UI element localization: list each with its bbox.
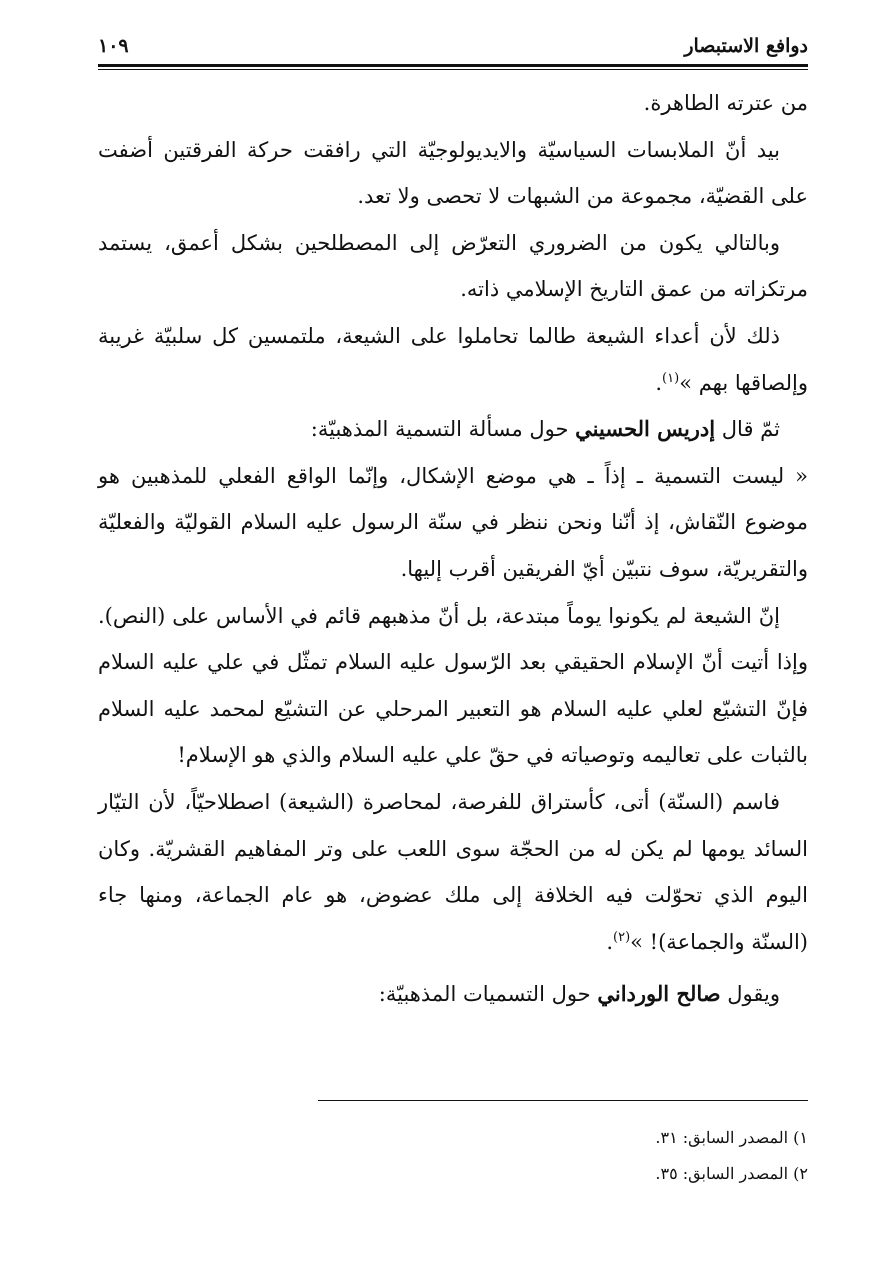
footnote-1: ١) المصدر السابق: ٣١. [655, 1128, 808, 1147]
footnote-ref-1: (١) [662, 370, 680, 386]
footnotes [98, 1120, 808, 1192]
footnote-2: ٢) المصدر السابق: ٣٥. [655, 1164, 808, 1183]
paragraph-5-lead: ثمّ قال [715, 417, 780, 442]
page-number: ١٠٩ [98, 35, 129, 57]
paragraph-4-text: ذلك لأن أعداء الشيعة طالما تحاملوا على الشيعة، ملتمسين كل سلبيّة غريبة وإلصاقها بهم » [98, 323, 808, 395]
paragraph-5-tail: حول مسألة التسمية المذهبيّة: [310, 417, 576, 442]
paragraph-3: وبالتالي يكون من الضروري التعرّض إلى المصطلحين بشكل أعمق، يستمد مرتكزاته من عمق التاريخ الإسلامي ذاته. [98, 230, 808, 302]
author-name-husseini: إدريس الحسيني [575, 416, 716, 442]
paragraph-1: من عترته الطاهرة. [643, 91, 808, 115]
running-title: دوافع الاستبصار [684, 35, 808, 57]
page-header [98, 28, 808, 64]
quote-paragraph-2: إنّ الشيعة لم يكونوا يوماً مبتدعة، بل أنّ مذهبهم قائم في الأساس على (النص). وإذا أتيت أنّ الإسلام الحقيقي بعد الرّسول عليه السلام تمثّل في علي عليه السلام فإنّ التشيّع لعلي عليه السلام هو التعبير المرحلي عن التشيّع لمحمد عليه السلام بالثبات على تعاليمه وتوصياته في حقّ علي عليه السلام والذي هو الإسلام! [98, 603, 808, 768]
paragraph-closing [98, 971, 808, 1018]
quote-paragraph-3-text: فاسم (السنّة) أتى، كأستراق للفرصة، لمحاصرة (الشيعة) اصطلاحيّاً، لأن التيّار السائد يومها لم يكن له من الحجّة سوى اللعب على وتر المفاهيم القشريّة. وكان اليوم الذي تحوّلت فيه الخلافة إلى ملك عضوض، هو عام الجماعة، ومنها جاء (السنّة والجماعة)! » [98, 789, 808, 954]
paragraph-closing-tail: حول التسميات المذهبيّة: [378, 982, 598, 1007]
author-name-wardani: صالح الورداني [597, 981, 721, 1007]
paragraph-4: ذلك لأن أعداء الشيعة طالما تحاملوا على الشيعة، ملتمسين كل سلبيّة غريبة وإلصاقها بهم »$^{(١)}$. [98, 323, 808, 395]
quote-paragraph-3: فاسم (السنّة) أتى، كأستراق للفرصة، لمحاصرة (الشيعة) اصطلاحيّاً، لأن التيّار السائد يومها لم يكن له من الحجّة سوى اللعب على وتر المفاهيم القشريّة. وكان اليوم الذي تحوّلت فيه الخلافة إلى ملك عضوض، هو عام الجماعة، ومنها جاء (السنّة والجماعة)! »$^{(٢)}$. [98, 789, 808, 954]
paragraph-5 [98, 406, 808, 453]
paragraph-2: بيد أنّ الملابسات السياسيّة والايديولوجيّة التي رافقت حركة الفرقتين أضفت على القضيّة، مجموعة من الشبهات لا تحصى ولا تعد. [98, 137, 808, 209]
body-text [98, 80, 808, 1018]
header-rule-thick [98, 64, 808, 67]
header-rule-thin [98, 69, 808, 70]
quote-paragraph-1: « ليست التسمية ـ إذاً ـ هي موضع الإشكال، وإنّما الواقع الفعلي للمذهبين هو موضوع النّقاش، إذ أنّنا ونحن ننظر في سنّة الرسول عليه السلام القوليّة والفعليّة والتقريريّة، سوف نتبيّن أيّ الفريقين أقرب إليها. [98, 463, 808, 581]
paragraph-closing-lead: ويقول [720, 982, 780, 1007]
footnote-divider [318, 1100, 808, 1101]
footnote-ref-2: (٢) [613, 929, 631, 945]
